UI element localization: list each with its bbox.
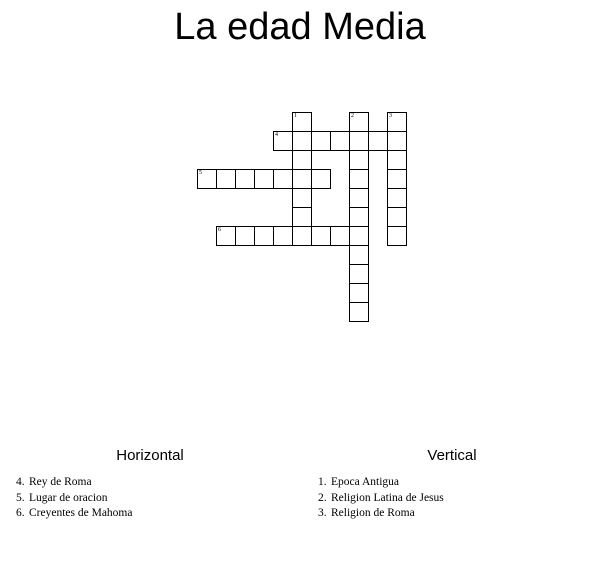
cell-number: 2 (351, 113, 354, 119)
crossword-cell[interactable] (311, 131, 331, 151)
crossword-cell[interactable] (292, 169, 312, 189)
crossword-cell[interactable] (311, 226, 331, 246)
horizontal-clue (16, 475, 276, 491)
clue-text: Rey de Roma (29, 476, 92, 488)
clue-text: Creyentes de Mahoma (29, 507, 133, 519)
crossword-cell[interactable] (368, 131, 388, 151)
crossword-grid (0, 100, 600, 350)
vertical-clue (318, 491, 578, 507)
vertical-clue-list (318, 475, 578, 522)
clue-number: 2. (318, 491, 327, 504)
horizontal-clue-list (16, 475, 276, 522)
page-title: La edad Media (174, 6, 426, 48)
crossword-cell[interactable] (387, 150, 407, 170)
crossword-cell[interactable] (349, 207, 369, 227)
crossword-cell[interactable] (273, 226, 293, 246)
crossword-cell[interactable] (197, 169, 217, 189)
horizontal-clue (16, 506, 276, 522)
horizontal-heading: Horizontal (116, 447, 184, 464)
clue-number: 6. (16, 507, 25, 519)
crossword-cell[interactable] (349, 245, 369, 265)
clue-number: 1. (318, 476, 327, 488)
crossword-cell[interactable] (387, 226, 407, 246)
crossword-cell[interactable] (292, 188, 312, 208)
crossword-cell[interactable] (349, 226, 369, 246)
crossword-cell[interactable] (292, 150, 312, 170)
crossword-cell[interactable] (349, 264, 369, 284)
crossword-cell[interactable] (235, 226, 255, 246)
clue-text: Religion de Roma (331, 507, 415, 519)
crossword-cell[interactable] (235, 169, 255, 189)
crossword-cell[interactable] (273, 169, 293, 189)
crossword-cell[interactable] (292, 226, 312, 246)
crossword-cell[interactable] (330, 226, 350, 246)
crossword-cell[interactable] (292, 131, 312, 151)
vertical-heading: Vertical (427, 447, 477, 464)
crossword-cell[interactable] (330, 131, 350, 151)
crossword-cell[interactable] (311, 169, 331, 189)
crossword-cell[interactable] (387, 207, 407, 227)
crossword-cell[interactable] (254, 169, 274, 189)
crossword-cell[interactable] (349, 131, 369, 151)
crossword-cell[interactable] (254, 226, 274, 246)
cell-number: 3 (389, 113, 392, 119)
horizontal-clue (16, 491, 276, 507)
crossword-cell[interactable] (292, 207, 312, 227)
crossword-cell[interactable] (387, 131, 407, 151)
crossword-cell[interactable] (349, 169, 369, 189)
crossword-cell[interactable] (387, 112, 407, 132)
crossword-cell[interactable] (349, 283, 369, 303)
crossword-cell[interactable] (349, 150, 369, 170)
clue-text: Epoca Antigua (331, 476, 400, 488)
cell-number: 1 (294, 113, 297, 119)
cell-number: 5 (199, 170, 202, 176)
clue-text: Lugar de oracion (29, 491, 108, 504)
crossword-cell[interactable] (387, 169, 407, 189)
clue-number: 4. (16, 476, 25, 488)
crossword-cell[interactable] (216, 169, 236, 189)
cell-number: 4 (275, 132, 278, 138)
crossword-cell[interactable] (292, 112, 312, 132)
crossword-cell[interactable] (349, 112, 369, 132)
clue-number: 5. (16, 491, 25, 504)
crossword-cell[interactable] (273, 131, 293, 151)
cell-number: 6 (218, 227, 221, 233)
vertical-clue (318, 506, 578, 522)
crossword-cell[interactable] (349, 188, 369, 208)
clue-text: Religion Latina de Jesus (331, 491, 444, 504)
crossword-cell[interactable] (387, 188, 407, 208)
clue-number: 3. (318, 507, 327, 519)
crossword-cell[interactable] (216, 226, 236, 246)
crossword-cell[interactable] (349, 302, 369, 322)
vertical-clue (318, 475, 578, 491)
